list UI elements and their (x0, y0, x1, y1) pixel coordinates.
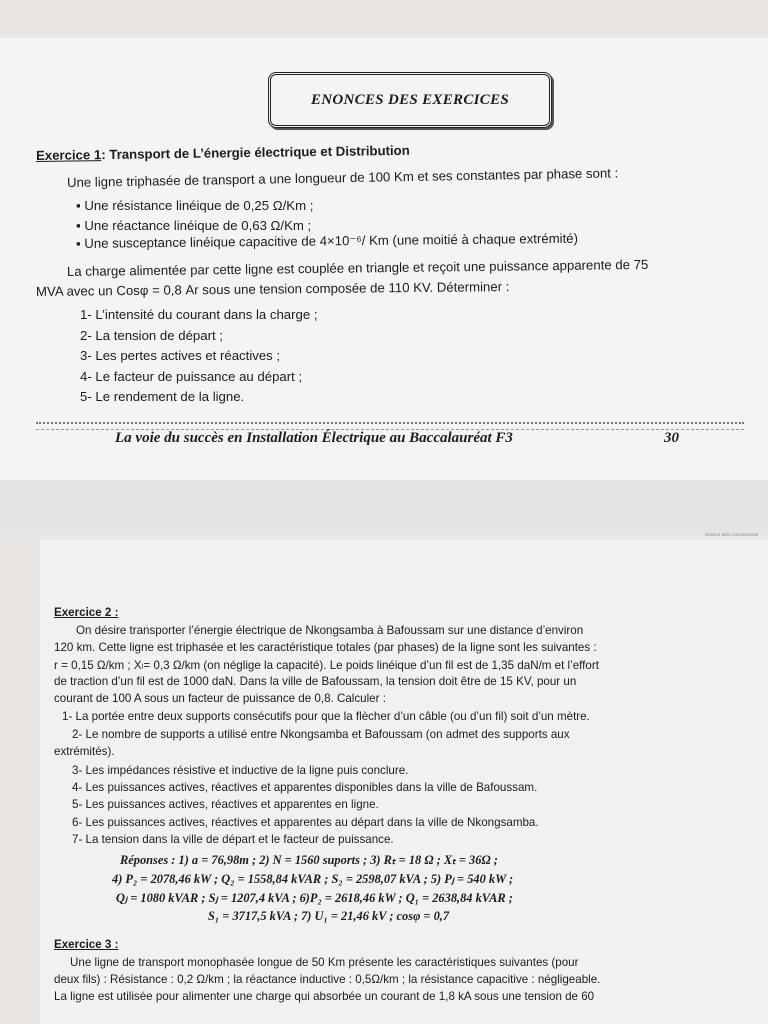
page-31 (40, 540, 768, 1024)
answers-line-4: S₁ = 3717,5 kVA ; 7) U₁ = 21,46 kV ; cosφ = 0,7 (208, 909, 450, 923)
exercise-2-question-6: 6- Les puissances actives, réactives et apparentes au départ dans la ville de Nkongsamba. (72, 816, 539, 829)
load-line-1: La charge alimentée par cette ligne est couplée en triangle et reçoit une puissance apparente de 75 (66, 256, 649, 279)
exercise-2-question-7: 7- La tension dans la ville de départ et le facteur de puissance. (72, 833, 394, 846)
exercise-2-question-2: 2- Le nombre de supports a utilisé entre Nkongsamba et Bafoussam (on admet des supports aux (72, 728, 570, 741)
page-30 (0, 38, 768, 480)
exercise-2-heading: Exercice 2 : (54, 606, 119, 619)
exercise-2-question-2-cont: extrémités). (54, 745, 115, 758)
exercise-3-heading: Exercice 3 : (54, 938, 119, 951)
exercise-3-line-2: deux fils) : Résistance : 0,2 Ω/km ; la réactance inductive : 0,5Ω/km ; la résistance capacitive : négligeable. (54, 973, 601, 986)
exercise-2-line-2: 120 km. Cette ligne est triphasée et les caractéristique totales (par phases) de la ligne sont les suivantes : (54, 641, 597, 654)
exercise-1-title: : Transport de L’énergie électrique et Distribution (101, 142, 410, 163)
exercise-1-intro: Une ligne triphasée de transport a une longueur de 100 Km et ses constantes par phase sont : (66, 165, 619, 190)
question-5: 5- Le rendement de la ligne. (80, 389, 245, 404)
exercise-2-line-3: r = 0,15 Ω/km ; Xₗ= 0,3 Ω/km (on néglige la capacité). Le poids linéique d’un fil est de 1,35 daN/m et l’effort (54, 659, 599, 672)
question-1: 1- L’intensité du courant dans la charge ; (80, 307, 318, 322)
exercise-2-question-1: 1- La portée entre deux supports consécutifs pour que la flècher d’un câble (ou d’un fil) soit d’un mètre. (62, 710, 590, 723)
exercise-1-heading (36, 143, 410, 163)
answers-line-3: Qⱼ = 1080 kVAR ; Sⱼ = 1207,4 kVA ; 6)P₂ = 2618,46 kW ; Q₁ = 2638,84 kVAR ; (116, 891, 513, 905)
bullet-2: ▪ Une réactance linéique de 0,63 Ω/Km ; (76, 218, 312, 233)
bullet-1: ▪ Une résistance linéique de 0,25 Ω/Km ; (76, 198, 314, 213)
exercise-3-line-1: Une ligne de transport monophasée longue de 50 Km présente les caractéristiques suivantes (pour (70, 956, 579, 969)
answers-line-1: Réponses : 1) a = 76,98m ; 2) N = 1560 suports ; 3) Rₜ = 18 Ω ; Xₜ = 36Ω ; (120, 853, 498, 867)
exercise-2-line-5: courant de 100 A sous un facteur de puissance de 0,8. Calculer : (54, 692, 386, 705)
bullet-3: ▪ Une susceptance linéique capacitive de 4×10⁻⁶/ Km (une moitié à chaque extrémité) (75, 230, 579, 251)
title-box (268, 72, 552, 128)
footer-divider (36, 422, 744, 430)
page-number: 30 (664, 430, 679, 446)
exercise-2-line-1: On désire transporter l’énergie électrique de Nkongsamba à Bafoussam sur une distance d’environ (76, 624, 584, 637)
page-gap (0, 480, 768, 534)
load-line-2: MVA avec un Cosφ = 0,8 Ar sous une tension composée de 110 KV. Déterminer : (35, 279, 510, 299)
exercise-2-question-4: 4- Les puissances actives, réactives et apparentes disponibles dans la ville de Bafoussam. (72, 781, 538, 794)
question-3: 3- Les pertes actives et réactives ; (80, 348, 281, 363)
scanner-watermark: Scanné avec CamScanner (705, 532, 759, 537)
question-4: 4- Le facteur de puissance au départ ; (80, 369, 303, 384)
exercise-2-question-5: 5- Les puissances actives, réactives et apparentes en ligne. (72, 798, 379, 811)
page-footer: La voie du succès en Installation Électrique au Baccalauréat F3 (115, 430, 513, 446)
question-2: 2- La tension de départ ; (80, 328, 223, 343)
page-title: ENONCES DES EXERCICES (310, 92, 510, 108)
exercise-2-line-4: de traction d’un fil est de 1000 daN. Dans la ville de Bafoussam, la tension doit être de 15 KV, pour un (54, 675, 577, 688)
exercise-3-line-3: La ligne est utilisée pour alimenter une charge qui absorbée un courant de 1,8 kA sous une tension de 60 (54, 990, 595, 1003)
answers-line-2: 4) P₂ = 2078,46 kW ; Q₂ = 1558,84 kVAR ; S₂ = 2598,07 kVA ; 5) Pⱼ = 540 kW ; (112, 872, 514, 886)
exercise-1-label: Exercice 1 (35, 147, 102, 163)
exercise-2-question-3: 3- Les impédances résistive et inductive de la ligne puis conclure. (72, 764, 409, 777)
